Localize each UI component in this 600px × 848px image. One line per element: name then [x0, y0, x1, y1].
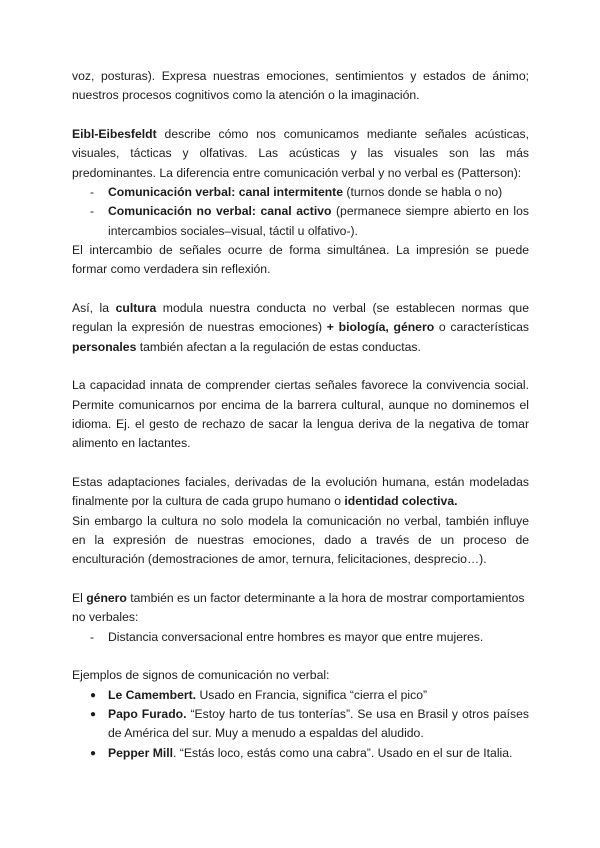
paragraph-text: describe cómo nos comunicamos mediante señales acústicas, visuales, tácticas y olfativas. Las acústicas y las visuales son las más predominantes. La diferencia entre comunicación verbal y no verbal es (Patterson):	[72, 127, 529, 180]
bold-term: Eibl-Eibesfeldt	[72, 127, 157, 142]
list-item	[72, 686, 529, 705]
list-item-text: (permanece siempre abierto en los intercambios sociales–visual, táctil u olfativo-).	[108, 204, 529, 238]
paragraph-enculturation: Sin embargo la cultura no solo modela la comunicación no verbal, también influye en la expresión de nuestras emociones, dado a través de un proceso de enculturación (demostraciones de amor, ternura, felicitaciones, desprecio…).	[72, 513, 529, 567]
bold-term: + biología, género	[326, 320, 435, 335]
bold-term: identidad colectiva.	[344, 494, 458, 509]
paragraph-innate-capacity: La capacidad innata de comprender ciertas señales favorece la convivencia social. Permite comunicarnos por encima de la barrera cultural, aunque no dominemos el idioma. Ej. el gesto de rechazo de sacar la lengua deriva de la negativa de tomar alimento en lactantes.	[72, 378, 529, 451]
paragraph-facial-adaptations	[72, 473, 529, 512]
list-item-text: “Estoy harto de tus tonterías”. Se usa en Brasil y otros países de América del sur. Muy a menudo a espaldas del aludido.	[108, 707, 529, 741]
paragraph-text: o características	[434, 320, 529, 335]
dash-list-communication-types	[72, 183, 529, 241]
paragraph-gap	[72, 279, 529, 299]
paragraph-text: Así, la	[72, 300, 116, 315]
list-item-text: Usado en Francia, significa “cierra el pico”	[196, 687, 428, 702]
paragraph-examples-intro: Ejemplos de signos de comunicación no verbal:	[72, 668, 330, 683]
paragraph-signal-exchange: El intercambio de señales ocurre de forma simultánea. La impresión se puede formar como verdadera sin reflexión.	[72, 242, 529, 277]
paragraph-text: también es un factor determinante a la hora de mostrar comportamientos no verbales:	[72, 591, 525, 625]
bullet-marker: ●	[90, 747, 97, 759]
paragraph-gap	[72, 570, 529, 590]
list-item	[72, 202, 529, 241]
bold-term: género	[86, 591, 127, 606]
paragraph-text: también afectan a la regulación de estas conductas.	[136, 339, 421, 354]
dash-marker: -	[90, 204, 95, 219]
bullet-list-examples	[72, 686, 529, 763]
list-item-bold: Comunicación verbal: canal intermitente	[108, 184, 344, 199]
paragraph-gap	[72, 357, 529, 377]
list-item-bold: Papo Furado.	[108, 707, 187, 722]
paragraph-intro-continuation: voz, posturas). Expresa nuestras emociones, sentimientos y estados de ánimo; nuestros procesos cognitivos como la atención o la imaginación.	[72, 69, 529, 103]
list-item-text: (turnos donde se habla o no)	[343, 184, 503, 199]
paragraph-eibl-eibesfeldt	[72, 125, 529, 183]
paragraph-gap	[72, 647, 529, 667]
paragraph-text: Estas adaptaciones faciales, derivadas de la evolución humana, están modeladas finalmente por la cultura de cada grupo humano o	[72, 475, 529, 509]
dash-list-gender	[72, 628, 529, 647]
paragraph-gap	[72, 454, 529, 474]
bullet-marker: ●	[90, 689, 97, 701]
list-item-text: Distancia conversacional entre hombres es mayor que entre mujeres.	[108, 629, 484, 644]
dash-marker: -	[90, 184, 95, 199]
paragraph-text: modula nuestra conducta no verbal (se establecen normas que regulan la expresión de nuestras emociones)	[72, 300, 529, 335]
list-item-text: . “Estás loco, estás como una cabra”. Usado en el sur de Italia.	[173, 745, 513, 760]
paragraph-gap	[72, 106, 529, 126]
bullet-marker: ●	[90, 709, 97, 721]
document-page	[72, 67, 529, 763]
list-item	[72, 183, 529, 202]
list-item	[72, 744, 529, 763]
bold-term: cultura	[115, 300, 157, 315]
list-item-bold: Le Camembert.	[108, 687, 197, 702]
list-item-bold: Comunicación no verbal: canal activo	[108, 204, 332, 219]
paragraph-culture	[72, 299, 529, 357]
paragraph-gender	[72, 589, 529, 628]
paragraph-text: El	[72, 591, 87, 606]
bold-term: personales	[72, 339, 137, 354]
list-item	[72, 628, 529, 647]
list-item-bold: Pepper Mill	[108, 745, 174, 760]
dash-marker: -	[90, 629, 95, 644]
list-item	[72, 705, 529, 744]
